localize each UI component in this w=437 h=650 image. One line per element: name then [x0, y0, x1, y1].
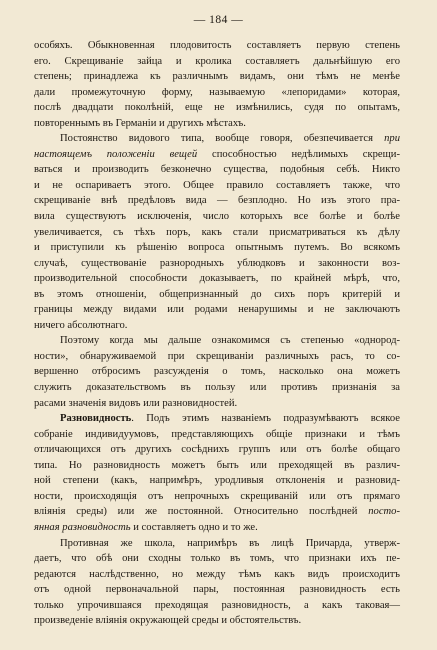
paragraph: [34, 131, 400, 333]
italic-text: янная разновидность: [34, 521, 131, 533]
text-run: . Подъ этимъ названiемъ подразумѣваютъ всякое: [131, 413, 400, 425]
text-run: и составляетъ одно и то же.: [130, 521, 258, 533]
text-line: [34, 256, 400, 272]
text-line: [34, 193, 400, 209]
text-run: скрещиванiе внѣ предѣловъ вида — безплодно. Но изъ этого пра-: [34, 195, 400, 207]
text-line: [34, 147, 400, 163]
text-line: [34, 396, 400, 412]
text-line: [34, 131, 400, 147]
text-run: только упрочившаяся преходящая разновидность, а какъ таковая—: [34, 599, 400, 611]
text-line: [34, 598, 400, 614]
text-line: [34, 567, 400, 583]
text-run: Поэтому когда мы дальше ознакомимся съ степенью «однород-: [60, 335, 400, 347]
body-text: [34, 38, 400, 629]
text-run: въ этомъ отношенiи, общепризнанный до сихъ поръ критерiй и: [34, 288, 400, 300]
text-line: [34, 209, 400, 225]
text-run: и не оспариваетъ этого. Общее правило составляетъ также, что: [34, 179, 400, 191]
italic-text: настоящемъ положенiи вещей: [34, 148, 198, 160]
paragraph: [34, 333, 400, 411]
text-line: [34, 225, 400, 241]
italic-text: посто-: [368, 506, 400, 518]
text-run: повтореннымъ въ Германiи и другихъ мѣстахъ.: [34, 117, 246, 129]
text-run: ной степени (какъ, напримѣръ, уродливыя отклоненiя и разновид-: [34, 475, 400, 487]
text-run: произведенiе влiянiя окружающей среды и обстоятельствъ.: [34, 615, 302, 627]
text-line: [34, 442, 400, 458]
text-line: [34, 271, 400, 287]
text-line: [34, 178, 400, 194]
text-line: [34, 85, 400, 101]
text-run: Противная же школа, напримѣръ въ лицѣ Причарда, утверж-: [60, 537, 400, 549]
text-run: расами значенiя видовъ или разновидностей.: [34, 397, 238, 409]
text-line: [34, 458, 400, 474]
text-run: послѣ двадцати поколѣнiй, еще не измѣнились, судя по опытамъ,: [34, 102, 400, 114]
text-line: [34, 287, 400, 303]
text-run: увеличивается, съ тѣхъ поръ, какъ стали присматриваться къ дѣлу: [34, 226, 400, 238]
text-line: [34, 349, 400, 365]
text-run: особяхъ. Обыкновенная плодовитость составляетъ первую степень: [34, 40, 400, 51]
text-run: отличающихся отъ другихъ сосѣднихъ группъ или отъ болѣе общаго: [34, 444, 400, 456]
text-line: [34, 551, 400, 567]
text-line: [34, 38, 400, 54]
text-run: влiянiя среды) или же постоянной. Относительно послѣдней: [34, 506, 369, 518]
italic-text: при: [384, 133, 400, 145]
text-line: [34, 536, 400, 552]
text-run: вила существуютъ исключенiя, число которыхъ все болѣе и болѣе: [34, 211, 400, 223]
text-line: [34, 302, 400, 318]
text-run: собранiе индивидуумовъ, представляющихъ общiе признаки и тѣмъ: [34, 428, 400, 440]
text-line: [34, 427, 400, 443]
text-line: [34, 318, 400, 334]
text-line: [34, 240, 400, 256]
paragraph: [34, 38, 400, 131]
text-run: его. Скрещиванiе зайца и кролика составляетъ дальнѣйшую его: [34, 55, 400, 67]
text-run: случаѣ, существованiе разнородныхъ ублюдковъ и законности воз-: [34, 257, 400, 269]
page-number: — 184 —: [193, 14, 244, 26]
text-line: [34, 489, 400, 505]
text-run: ности, происходящiя отъ непрочныхъ скрещиванiй или отъ прямаго: [34, 490, 400, 502]
text-line: [34, 69, 400, 85]
text-line: [34, 380, 400, 396]
text-run: и приступили къ рѣшенiю вопроса опытнымъ путемъ. Во всякомъ: [34, 242, 400, 254]
text-line: [34, 473, 400, 489]
bold-text: Разновидность: [60, 413, 132, 425]
text-run: производительной способности доказываетъ, по крайней мѣрѣ, что,: [34, 273, 400, 285]
text-line: [34, 333, 400, 349]
text-line: [34, 411, 400, 427]
text-run: Постоянство видового типа, вообще говоря, обезпечивается: [60, 133, 385, 145]
text-run: ваться и производить безконечно существа, подобныя себѣ. Никто: [34, 164, 400, 176]
text-line: [34, 100, 400, 116]
text-run: вершенно отбросимъ разсужденiя о томъ, насколько она можетъ: [34, 366, 400, 378]
text-run: степень; принадлежа къ различнымъ видамъ, они тѣмъ не менѣе: [34, 71, 400, 83]
text-run: способностью недѣлимыхъ скрещи-: [197, 148, 400, 160]
text-run: типа. Но разновидность можетъ быть или преходящей въ различ-: [34, 459, 400, 471]
paragraph: [34, 411, 400, 535]
text-run: дали промежуточную форму, называемую «лепоридами» которая,: [34, 86, 400, 98]
text-run: отъ одной первоначальной пары, постоянная разновидность есть: [34, 584, 400, 596]
text-line: [34, 520, 400, 536]
text-line: [34, 116, 400, 132]
text-run: служить доказательствомъ въ пользу или противъ признанiя за: [34, 382, 400, 394]
text-line: [34, 162, 400, 178]
text-line: [34, 613, 400, 629]
text-line: [34, 504, 400, 520]
text-run: редаются наслѣдственно, но между тѣмъ какъ видъ происходитъ: [34, 568, 400, 580]
text-run: ности», обнаруживаемой при скрещиванiи различныхъ расъ, то со-: [34, 350, 400, 362]
text-line: [34, 364, 400, 380]
text-run: даетъ, что обѣ они сходны только въ томъ, что признаки ихъ пе-: [34, 553, 400, 565]
text-run: границы между видами или родами ненарушимы и не заключаютъ: [34, 304, 400, 316]
text-line: [34, 582, 400, 598]
paragraph: [34, 536, 400, 629]
text-line: [34, 54, 400, 70]
text-run: ничего абсолютнаго.: [34, 319, 128, 331]
